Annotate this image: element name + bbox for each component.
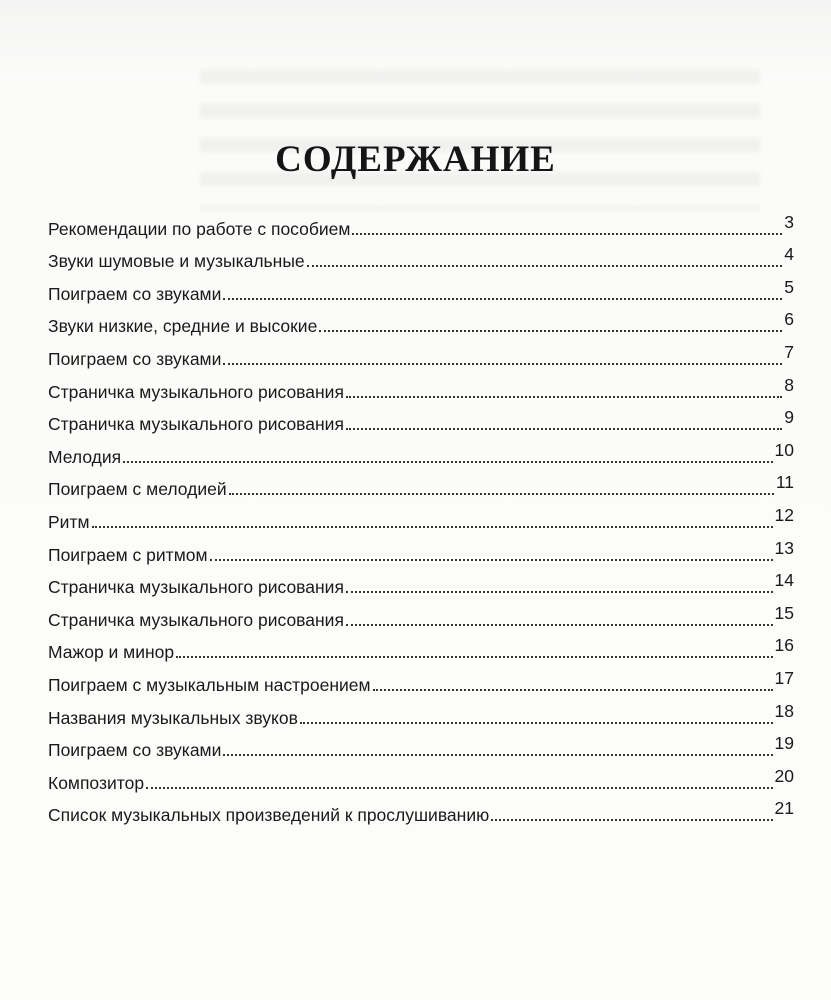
toc-entry-title: Рекомендации по работе с пособием: [48, 218, 351, 239]
toc-entry-page-number: 11: [775, 472, 794, 493]
toc-entry-page-number: 6: [784, 309, 794, 330]
toc-entry-page-number: 18: [774, 700, 794, 721]
toc-entry: [48, 370, 794, 403]
toc-entry-title: Поиграем с музыкальным настроением: [48, 674, 371, 695]
dot-leader: [319, 330, 782, 332]
toc-entry-title: Страничка музыкального рисования: [48, 609, 344, 630]
dot-leader: [346, 624, 773, 626]
toc-entry-page-number: 21: [774, 798, 794, 819]
toc-entry-page-number: 9: [784, 407, 794, 428]
dot-leader: [373, 689, 773, 691]
dot-leader: [346, 591, 773, 593]
toc-entry-page-number: 4: [784, 244, 794, 265]
toc-entry-page-number: 20: [774, 765, 794, 786]
dot-leader: [346, 396, 782, 398]
toc-entry-page-number: 3: [784, 211, 794, 232]
toc-entry: [48, 794, 794, 827]
toc-entry: [48, 500, 794, 533]
toc-entry: [48, 631, 794, 664]
toc-entry: [48, 468, 794, 501]
toc-entry-page-number: 13: [774, 537, 794, 558]
toc-entry: [48, 435, 794, 468]
toc-entry-page-number: 7: [784, 341, 794, 362]
toc-entry-title: Композитор: [48, 772, 145, 793]
dot-leader: [229, 493, 774, 495]
dot-leader: [123, 461, 772, 463]
toc-entry: [48, 272, 794, 305]
toc-entry-title: Поиграем со звуками: [48, 740, 222, 761]
toc-entry: [48, 403, 794, 436]
toc-entry-title: Названия музыкальных звуков: [48, 707, 298, 728]
toc-entry-title: Список музыкальных произведений к прослушиванию: [48, 805, 490, 826]
toc-entry-title: Страничка музыкального рисования: [48, 381, 344, 402]
dot-leader: [223, 363, 782, 365]
toc-entry: [48, 566, 794, 599]
toc-entry-title: Мелодия: [48, 446, 122, 467]
dot-leader: [223, 298, 782, 300]
toc-entry: [48, 598, 794, 631]
dot-leader: [491, 819, 772, 821]
dot-leader: [146, 787, 772, 789]
dot-leader: [307, 265, 782, 267]
dot-leader: [223, 754, 772, 756]
dot-leader: [210, 559, 773, 561]
toc-entry-page-number: 16: [774, 635, 794, 656]
toc-entry-title: Ритм: [48, 511, 90, 532]
toc-entry-page-number: 19: [774, 733, 794, 754]
toc-entry-page-number: 17: [774, 667, 794, 688]
toc-entry-title: Страничка музыкального рисования: [48, 577, 344, 598]
toc-entry-page-number: 14: [774, 570, 794, 591]
dot-leader: [92, 526, 773, 528]
toc-entry: [48, 337, 794, 370]
toc-entry-page-number: 8: [784, 374, 794, 395]
toc-entry-title: Поиграем с ритмом: [48, 544, 208, 565]
toc-entry: [48, 305, 794, 338]
toc-entry-page-number: 12: [774, 504, 794, 525]
toc-entry: [48, 240, 794, 273]
toc-entry-title: Страничка музыкального рисования: [48, 414, 344, 435]
table-of-contents: [48, 207, 794, 826]
dot-leader: [352, 233, 782, 235]
toc-entry: [48, 207, 794, 240]
toc-entry-page-number: 5: [784, 276, 794, 297]
toc-entry: [48, 533, 794, 566]
toc-entry-title: Звуки шумовые и музыкальные: [48, 251, 305, 272]
toc-entry-title: Поиграем со звуками: [48, 348, 222, 369]
toc-entry: [48, 696, 794, 729]
dot-leader: [346, 428, 782, 430]
toc-entry: [48, 761, 794, 794]
toc-entry-page-number: 15: [774, 602, 794, 623]
toc-entry-title: Поиграем со звуками: [48, 283, 222, 304]
dot-leader: [176, 656, 772, 658]
toc-entry-title: Звуки низкие, средние и высокие: [48, 316, 318, 337]
page-title: СОДЕРЖАНИЕ: [275, 139, 556, 180]
toc-entry: [48, 663, 794, 696]
toc-entry-page-number: 10: [774, 439, 794, 460]
toc-entry: [48, 729, 794, 762]
toc-entry-title: Поиграем с мелодией: [48, 479, 227, 500]
toc-entry-title: Мажор и минор: [48, 642, 175, 663]
dot-leader: [300, 722, 773, 724]
